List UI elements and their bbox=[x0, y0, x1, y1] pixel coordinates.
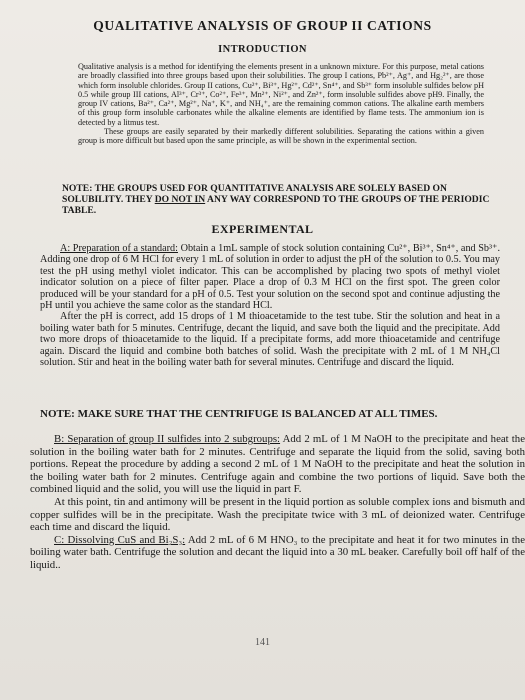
experimental-heading: EXPERIMENTAL bbox=[211, 222, 314, 236]
section-a-text-2: After the pH is correct, add 15 drops of 1 M thioacetamide to the test tube. Stir the solution and heat in a boiling water bath for 5 minutes. Centrifuge, decant the liquid, and save both the liquid and the precipitate. Add two more drops of thioacetamide to the liquid. If a precipitate forms, add more thioacetamide and centrifuge again. Discard the liquid and combine both batches of solid. Wash the precipitate with 2 mL of 1 M NH₄Cl solution. Stir and heat in the boiling water bath for several minutes. Centrifuge and discard the liquid. bbox=[40, 311, 500, 369]
groups-note bbox=[62, 184, 490, 216]
groups-note-part1: NOTE: THE GROUPS USED FOR QUANTITATIVE ANALYSIS ARE SOLELY BASED ON SOLUBILITY. THEY bbox=[62, 183, 447, 205]
section-a-paragraph bbox=[40, 243, 500, 368]
groups-note-part2: ANY WAY CORRESPOND TO THE GROUPS OF THE PERIODIC TABLE. bbox=[62, 193, 490, 216]
section-b-paragraph bbox=[30, 433, 525, 572]
section-a-text: Obtain a 1mL sample of stock solution containing Cu²⁺, Bi³⁺, Sn⁴⁺, and Sb³⁺. Adding one drop of 6 M HCl for every 1 mL of solution in order to adjust the pH of the solution to 0.5. You may test the pH using methyl violet indicator. This can be accomplished by placing two spots of methyl violet indicator solution on a piece of filter paper. Place a drop of 0.3 M HCl on the first spot. The green color produced will be your standard for a pH of 0.5. Test your solution on the second spot and continue adjusting the pH until you achieve the same color as the standard HCl. bbox=[40, 243, 500, 312]
intro-text-2: These groups are easily separated by their markedly different solubilities. Separating the cations within a given group is more difficult but based upon the same principle, as will be shown in the experimental section. bbox=[78, 127, 484, 146]
section-b-label: B: Separation of group II sulfides into 2 subgroups: bbox=[54, 433, 281, 445]
introduction-paragraph bbox=[78, 62, 484, 146]
section-b-text: Add 2 mL of 1 M NaOH to the precipitate and heat the solution in the boiling water bath for 2 minutes. Centrifuge and separate the liquid from the solid, saving both portions. Repeat the procedure by adding a second 2 mL of 1 M NaOH to the precipitate and heat the solution in the boiling water bath for 2 minutes. Centrifuge again and combine the two portions of liquid. Save both the combined liquid and the solid, you will use the liquid in part F. bbox=[30, 433, 525, 496]
centrifuge-note: NOTE: MAKE SURE THAT THE CENTRIFUGE IS BALANCED AT ALL TIMES. bbox=[40, 408, 438, 420]
introduction-heading: INTRODUCTION bbox=[218, 44, 307, 55]
section-b-text-2: At this point, tin and antimony will be present in the liquid portion as soluble complex ions and bismuth and copper sulfides will be in the precipitate. Wash the precipitate twice with 3 mL of deionized water. Centrifuge each time and discard the liquid. bbox=[30, 495, 525, 534]
document-title: QUALITATIVE ANALYSIS OF GROUP II CATIONS bbox=[93, 18, 432, 33]
groups-note-underlined: DO NOT IN bbox=[154, 193, 206, 205]
section-c-label: C: Dissolving CuS and Bi₂S₃: bbox=[54, 533, 186, 546]
section-c-text: Add 2 mL of 6 M HNO₃ to the precipitate and heat it for two minutes in the boiling water bath. Centrifuge the solution and decant the liquid into a 30 mL beaker. Carefully boil off half of the liquid.. bbox=[30, 533, 525, 571]
section-a-label: A: Preparation of a standard: bbox=[60, 243, 178, 254]
intro-text: Qualitative analysis is a method for identifying the elements present in a unknown mixture. For this purpose, metal cations are broadly classified into three groups based upon their solubilities. The group I cations, Pb²⁺, Ag⁺, and Hg₂²⁺, are those which form insoluble chlorides. Group II cations, Cu²⁺, Bi³⁺, Hg²⁺, Cd²⁺, Sn⁴⁺, and Sb³⁺ form insoluble sulfides below pH 0.5 while group III cations, Al³⁺, Cr³⁺, Co²⁺, Fe³⁺, Mn²⁺, Ni²⁺, and Zn²⁺, form insoluble sulfides above pH9. Finally, the group IV cations, Ba²⁺, Ca²⁺, Mg²⁺, Na⁺, K⁺, and NH₄⁺, are the remaining common cations. The alkaline earth members of this group form insoluble carbonates while the alkaline elements are identified by flame tests. The ammonium ion is detected by a litmus test. bbox=[78, 62, 484, 127]
page-number: 141 bbox=[255, 637, 270, 648]
